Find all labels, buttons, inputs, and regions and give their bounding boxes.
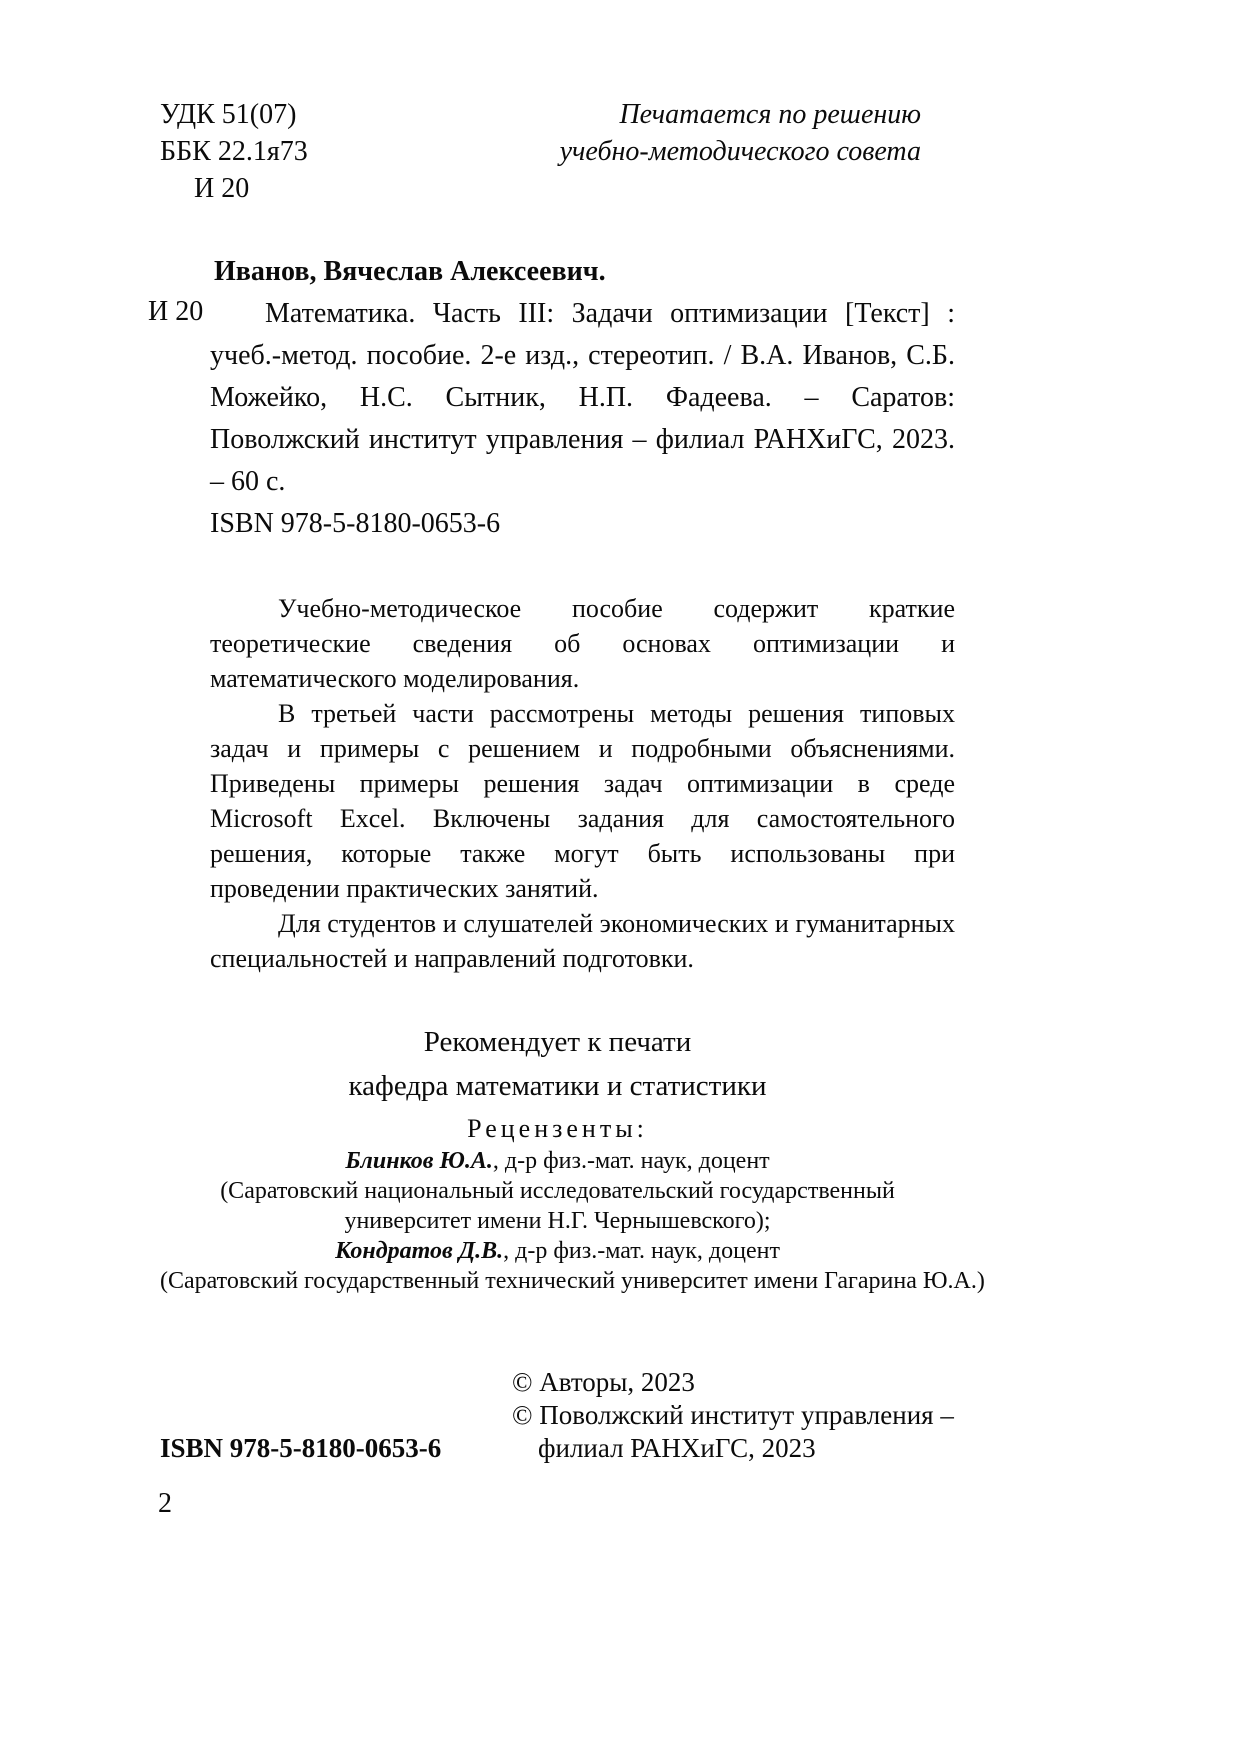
annotation-paragraph-1: Учебно-методическое пособие содержит краткие теоретические сведения об основах оптимизации и математического моделирования. xyxy=(210,594,955,693)
printing-approval-note xyxy=(560,96,921,207)
isbn-bottom: ISBN 978-5-8180-0653-6 xyxy=(160,1433,442,1463)
page-header xyxy=(160,96,955,207)
approval-and-reviewers xyxy=(160,1020,985,1296)
isbn-line: ISBN 978-5-8180-0653-6 xyxy=(210,508,501,539)
bbk-code: ББК 22.1я73 xyxy=(160,136,308,167)
reviewer-1-degree: , д-р физ.-мат. наук, доцент xyxy=(492,1148,770,1174)
approval-note-line-2: учебно-методического совета xyxy=(559,136,921,167)
annotation-paragraph-3: Для студентов и слушателей экономических и гуманитарных специальностей и направлений подготовки. xyxy=(210,909,955,973)
copyright-institute-line-2: филиал РАНХиГС, 2023 xyxy=(538,1433,816,1463)
annotation-block xyxy=(210,591,955,976)
page-number: 2 xyxy=(158,1488,172,1519)
bibliographic-description-wrap xyxy=(148,293,955,545)
reviewer-2-name: Кондратов Д.В. xyxy=(335,1238,504,1264)
bibliographic-entry xyxy=(148,251,955,545)
reviewer-1-affiliation: (Саратовский национальный исследовательский государственный университет имени Н.Г. Чернышевского); xyxy=(220,1178,895,1234)
author-index-code: И 20 xyxy=(194,173,250,204)
annotation-paragraph-2: В третьей части рассмотрены методы решения типовых задач и примеры с решением и подробными объяснениями. Приведены примеры решения задач оптимизации в среде Microsoft Excel. Включены задания для самостоятельного решения, которые также могут быть использованы при проведении практических занятий. xyxy=(210,699,955,903)
author-heading: Иванов, Вячеслав Алексеевич. xyxy=(214,256,606,287)
classification-block xyxy=(160,96,308,207)
copyright-block xyxy=(160,1366,955,1465)
recommendation-line-2: кафедра математики и статистики xyxy=(348,1070,767,1102)
reviewer-2-affiliation: (Саратовский государственный технический университет имени Гагарина Ю.А.) xyxy=(160,1268,985,1294)
reviewer-1 xyxy=(160,1146,955,1176)
copyright-institute-line-1: © Поволжский институт управления – xyxy=(512,1400,954,1430)
copyright-notices xyxy=(512,1366,954,1465)
recommendation-line-1: Рекомендует к печати xyxy=(423,1026,692,1058)
reviewer-2 xyxy=(160,1236,955,1266)
reviewer-2-degree: , д-р физ.-мат. наук, доцент xyxy=(503,1238,780,1264)
reviewer-1-name: Блинков Ю.А. xyxy=(345,1148,493,1174)
udk-code: УДК 51(07) xyxy=(160,99,297,130)
margin-author-index: И 20 xyxy=(148,296,204,327)
reviewers-heading: Рецензенты: xyxy=(467,1114,648,1143)
bibliographic-description: Математика. Часть III: Задачи оптимизации [Текст] : учеб.-метод. пособие. 2-е изд., стереотип. / В.А. Иванов, С.Б. Можейко, Н.С. Сытник, Н.П. Фадеева. – Саратов: Поволжский институт управления – филиал РАНХиГС, 2023. – 60 с. xyxy=(210,298,955,497)
approval-note-line-1: Печатается по решению xyxy=(619,99,921,130)
copyright-authors: © Авторы, 2023 xyxy=(512,1367,695,1397)
